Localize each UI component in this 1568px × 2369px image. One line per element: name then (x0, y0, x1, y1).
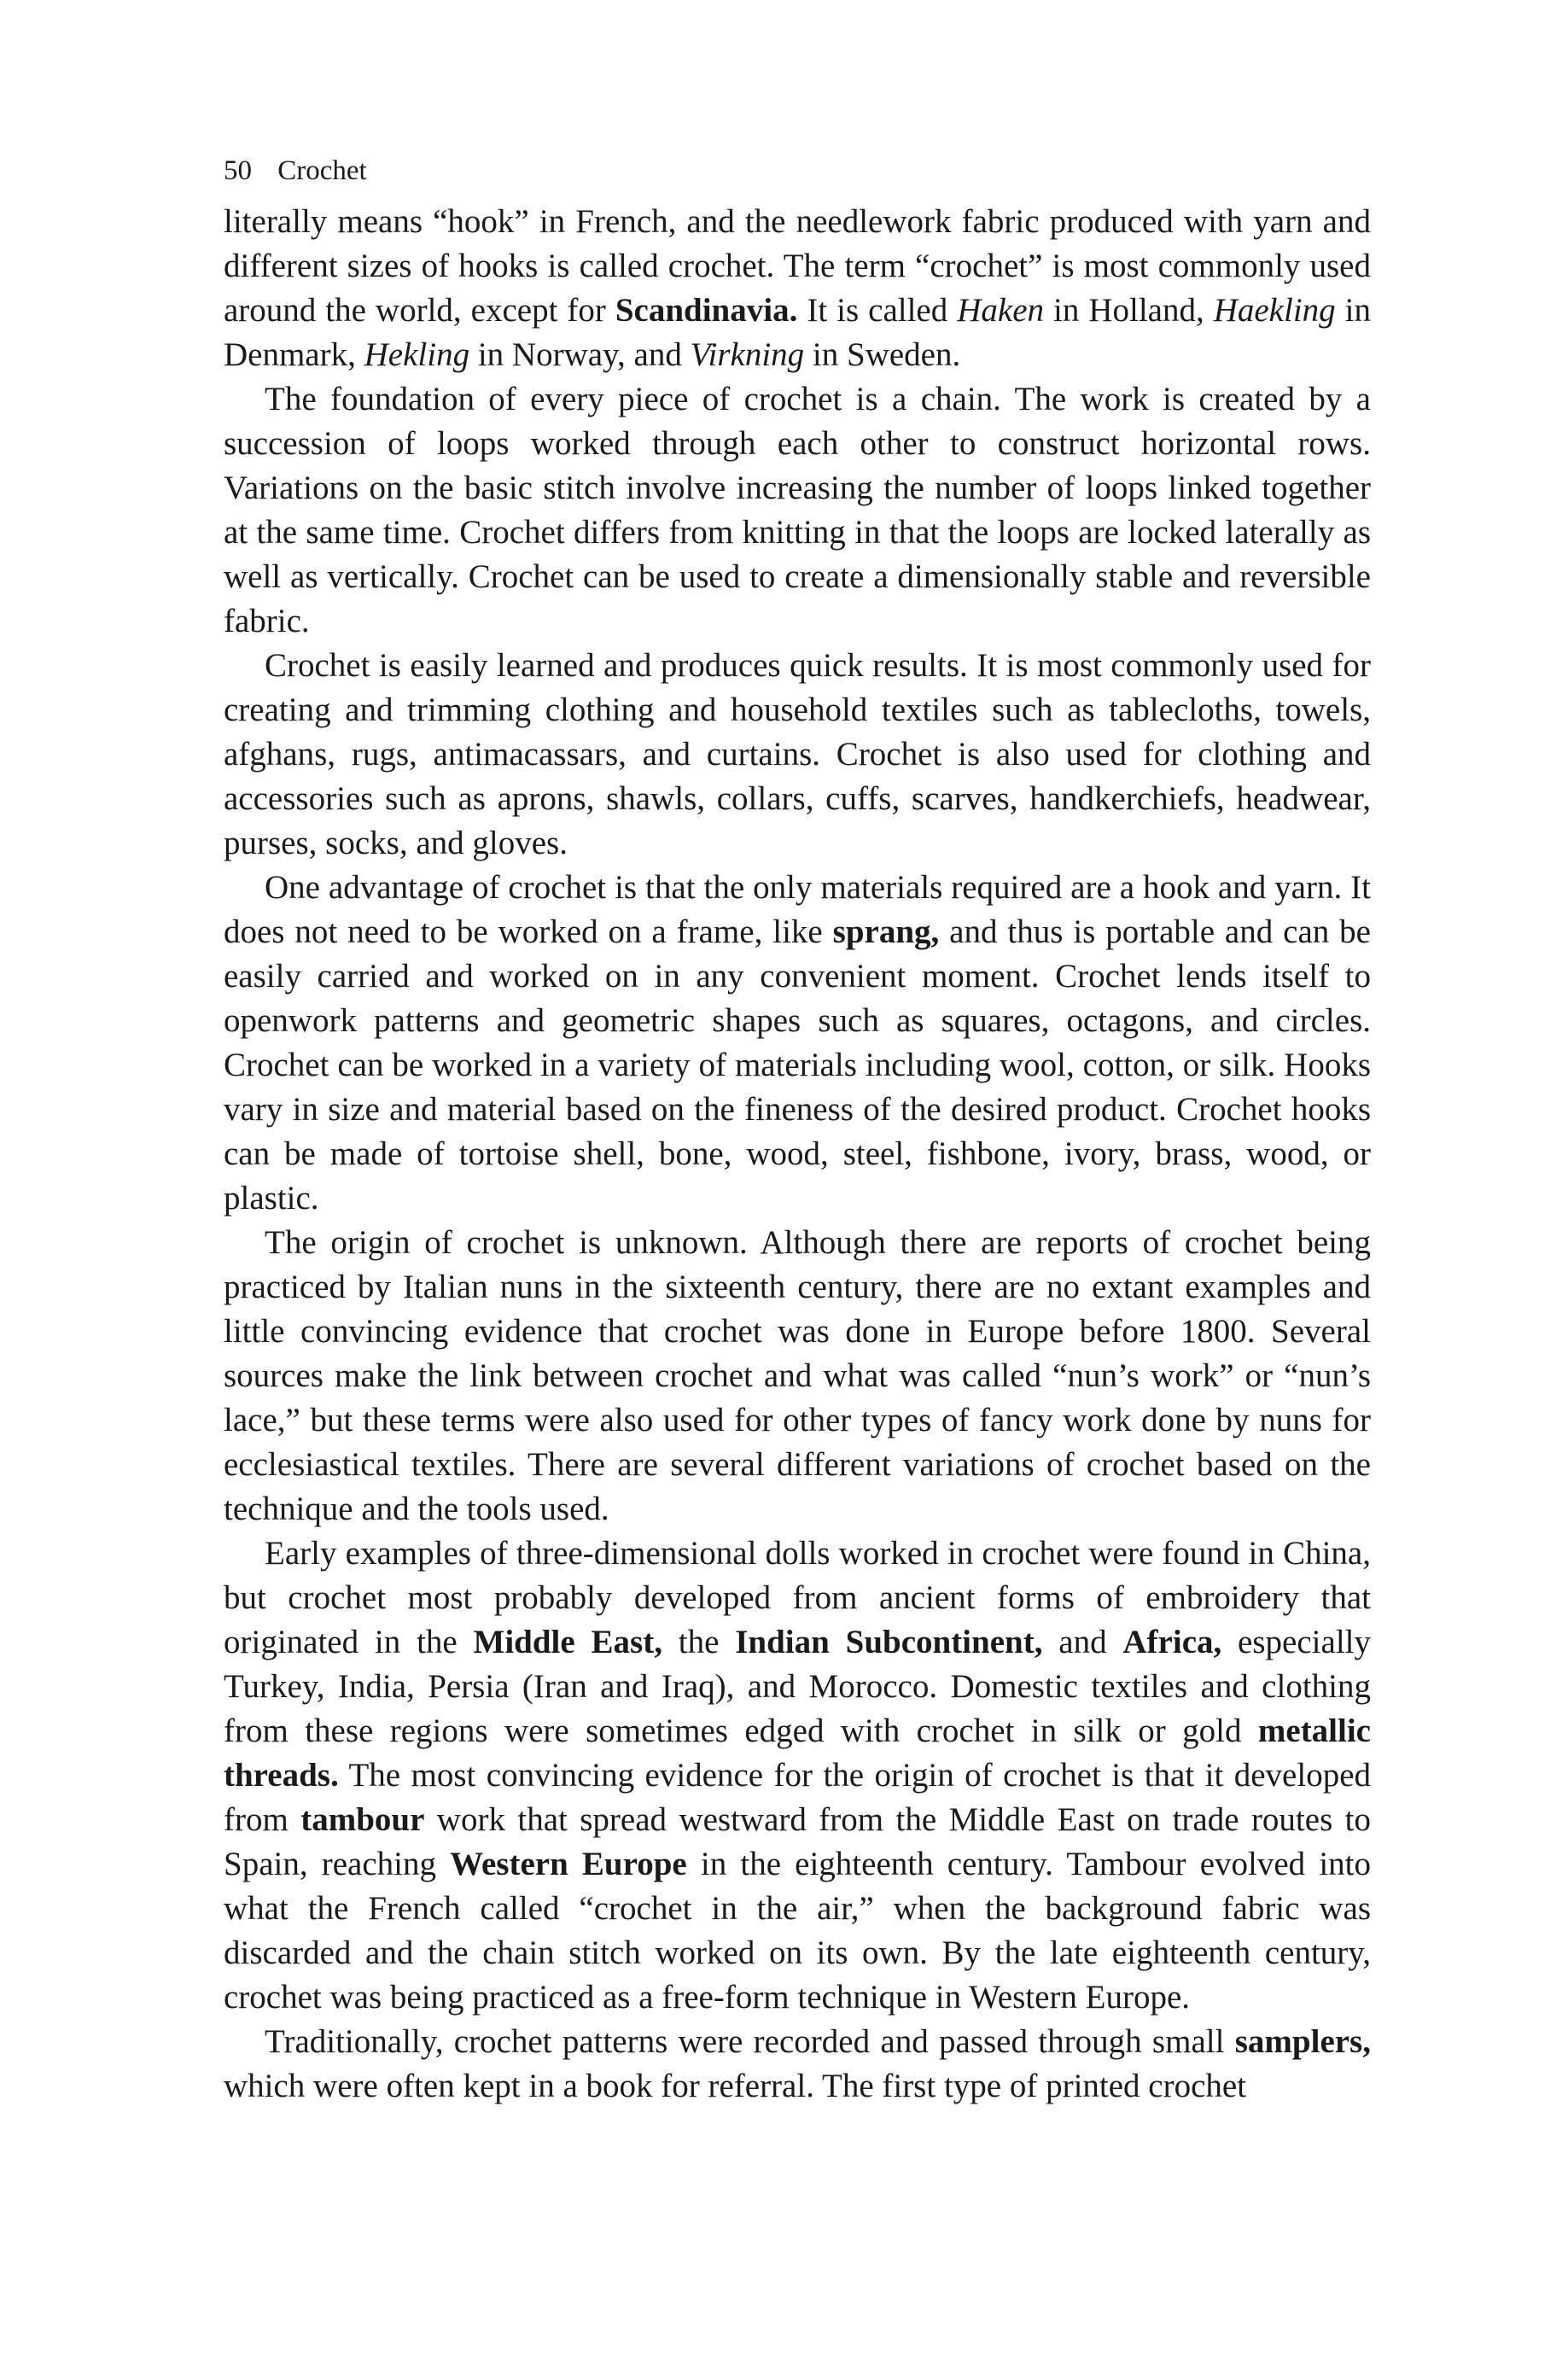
italic-term: Hekling (364, 336, 470, 373)
text-run: One advantage of crochet is that the only materials required are a hook and yarn. It does not need to be worked on a frame, like (224, 869, 1371, 950)
paragraph (224, 1221, 1371, 1532)
paragraph (224, 866, 1371, 1221)
text-run: The origin of crochet is unknown. Although there are reports of crochet being practiced by Italian nuns in the sixteenth century, there are no extant examples and little convincing evidence that crochet was done in Europe before 1800. Several sources make the link between crochet and what was called “nun’s work” or “nun’s lace,” but these terms were also used for other types of fancy work done by nuns for ecclesiastical textiles. There are several different variations of crochet based on the technique and the tools used. (224, 1224, 1371, 1527)
text-run: especially Turkey, India, Persia (Iran and Iraq), and Morocco. Domestic textiles and clothing from these regions were sometimes edged with crochet in silk or gold (224, 1624, 1371, 1749)
page-number: 50 (224, 155, 252, 186)
bold-term: metallic threads. (224, 1713, 1371, 1794)
text-run: in the eighteenth century. Tambour evolved into what the French called “crochet in the air,” when the background fabric was discarded and the chain stitch worked on its own. By the late eighteenth century, crochet was being practiced as a free-form technique in Western Europe. (224, 1846, 1371, 2016)
running-head (224, 150, 1371, 191)
bold-term: samplers, (1234, 2023, 1371, 2060)
text-run: The foundation of every piece of crochet is a chain. The work is created by a succession of loops worked through each other to construct horizontal rows. Variations on the basic stitch involve increasing the number of loops linked together at the same time. Crochet differs from knitting in that the loops are locked laterally as well as vertically. Crochet can be used to create a dimensionally stable and reversible fabric. (224, 381, 1371, 639)
body-text (224, 200, 1371, 2109)
text-run: The most convincing evidence for the origin of crochet is that it developed from (224, 1757, 1371, 1838)
bold-term: sprang, (832, 913, 940, 950)
bold-term: tambour (300, 1801, 425, 1838)
italic-term: Virkning (690, 336, 805, 373)
text-run: in Norway, and (469, 336, 691, 373)
bold-term: Scandinavia. (615, 292, 798, 329)
bold-term: Indian Subcontinent, (735, 1624, 1043, 1660)
text-run: Crochet is easily learned and produces quick results. It is most commonly used for creating and trimming clothing and household textiles such as tablecloths, towels, afghans, rugs, antimacassars, and curtains. Crochet is also used for clothing and accessories such as aprons, shawls, collars, cuffs, scarves, handkerchiefs, headwear, purses, socks, and gloves. (224, 647, 1371, 861)
text-run: in Holland, (1044, 292, 1214, 329)
text-run: and (1042, 1624, 1123, 1660)
text-run: work that spread westward from the Middle East on trade routes to Spain, reaching (224, 1801, 1371, 1882)
bold-term: Middle East, (473, 1624, 662, 1660)
paragraph (224, 1532, 1371, 2020)
paragraph (224, 200, 1371, 377)
paragraph (224, 377, 1371, 644)
text-run: in Denmark, (224, 292, 1371, 373)
paragraph (224, 2020, 1371, 2109)
running-title: Crochet (277, 155, 367, 186)
italic-term: Haekling (1213, 292, 1336, 329)
text-run: which were often kept in a book for referral. The first type of printed crochet (224, 2068, 1247, 2104)
text-run: It is called (797, 292, 958, 329)
text-run: and thus is portable and can be easily carried and worked on in any convenient moment. Crochet lends itself to openwork patterns and geometric shapes such as squares, octagons, and circles. Crochet can be worked in a variety of materials including wool, cotton, or silk. Hooks vary in size and material based on the fineness of the desired product. Crochet hooks can be made of tortoise shell, bone, wood, steel, fishbone, ivory, brass, wood, or plastic. (224, 913, 1371, 1217)
bold-term: Western Europe (450, 1846, 687, 1882)
bold-term: Africa, (1122, 1624, 1222, 1660)
italic-term: Haken (957, 292, 1045, 329)
text-run: literally means “hook” in French, and the needlework fabric produced with yarn and different sizes of hooks is called crochet. The term “crochet” is most commonly used around the world, except for (224, 203, 1371, 329)
paragraph (224, 644, 1371, 866)
text-run: in Sweden. (804, 336, 961, 373)
book-page (224, 150, 1371, 2109)
text-run: the (662, 1624, 736, 1660)
text-run: Traditionally, crochet patterns were recorded and passed through small (265, 2023, 1235, 2060)
text-run: Early examples of three-dimensional dolls worked in crochet were found in China, but crochet most probably developed from ancient forms of embroidery that originated in the (224, 1535, 1371, 1660)
